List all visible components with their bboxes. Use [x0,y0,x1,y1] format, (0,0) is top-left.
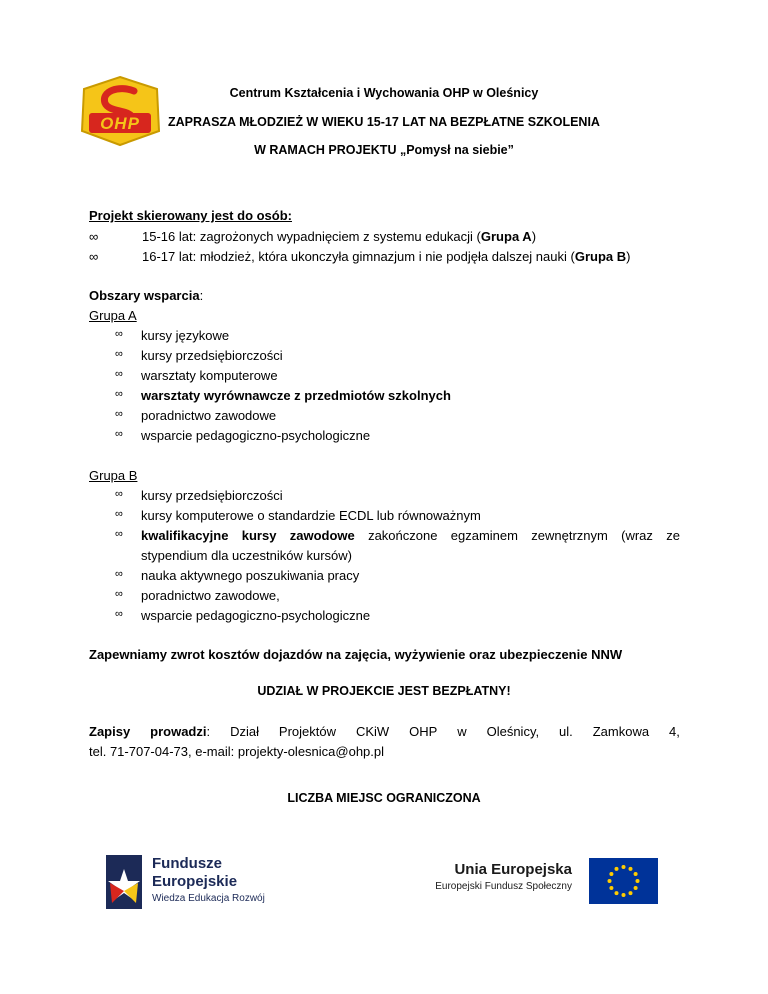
word: zakończone [368,528,438,543]
bullet-icon: ∞ [115,608,123,620]
fe-tagline: Wiedza Edukacja Rozwój [152,893,265,904]
header-invitation: ZAPRASZA MŁODZIEŻ W WIEKU 15-17 LAT NA BEZPŁATNE SZKOLENIA [168,115,600,129]
group-a-item-text: warsztaty komputerowe [141,368,278,383]
word: 4, [669,724,680,739]
group-a-label: Grupa A [89,308,137,323]
support-heading [89,288,203,303]
enrollment-line [89,724,680,739]
bullet-icon: ∞ [115,408,123,420]
group-a-item-text: wsparcie pedagogiczno-psychologiczne [141,428,371,443]
group-b-item [115,528,680,546]
word: kwalifikacyjne [141,528,229,543]
group-b-item-continuation: stypendium dla uczestników kursów) [141,548,352,563]
word: ul. [559,724,573,739]
target-item-close: ) [531,229,537,244]
bullet-icon: ∞ [89,229,99,244]
bullet-icon: ∞ [115,388,123,400]
group-b-item-text: wsparcie pedagogiczno-psychologiczne [141,608,371,623]
word: prowadzi [150,724,207,739]
word: OHP [409,724,438,739]
word: CKiW [355,724,390,739]
word: Zapisy [89,724,131,739]
eu-flag-icon [589,858,658,904]
bullet-icon: ∞ [115,508,123,520]
word: ze [666,528,680,543]
fundusze-europejskie-logo [104,853,284,911]
group-b-item-text: poradnictwo zawodowe, [141,588,280,603]
reimbursement-notice: Zapewniamy zwrot kosztów dojazdów na zajęcia, wyżywienie oraz ubezpieczenie NNW [89,647,623,662]
group-b-item-text: kursy komputerowe o standardzie ECDL lub równoważnym [141,508,481,523]
bullet-icon: ∞ [89,249,99,264]
word: Zamkowa [592,724,650,739]
word: egzaminem [450,528,518,543]
group-b-item-text: nauka aktywnego poszukiwania pracy [141,568,360,583]
word: (wraz [621,528,653,543]
group-a-item-text: poradnictwo zawodowe [141,408,277,423]
eu-logo-text [430,861,572,892]
word: Oleśnicy, [486,724,540,739]
word: zawodowe [289,528,355,543]
support-heading-colon: : [199,288,204,303]
word: w [457,724,467,739]
header-institution: Centrum Kształcenia i Wychowania OHP w Oleśnicy [229,86,539,100]
fe-title-line1: Fundusze [152,855,222,872]
target-item-close: ) [626,249,631,264]
eu-subtitle: Europejski Fundusz Społeczny [435,881,572,892]
eu-flag [589,858,658,904]
target-item-text: 16-17 lat: młodzież, która ukonczyła gimnazjum i nie podjęła dalszej nauki ( [142,249,575,264]
target-heading: Projekt skierowany jest do osób: [89,208,292,223]
group-a-item-text: warsztaty wyrównawcze z przedmiotów szkolnych [141,388,451,403]
fe-star-icon [104,853,144,911]
contact-info: tel. 71-707-04-73, e-mail: projekty-olesnica@ohp.pl [89,744,385,759]
limited-places: LICZBA MIEJSC OGRANICZONA [287,791,481,805]
fe-title-line2: Europejskie [152,873,238,890]
group-b-item-justified [141,528,680,543]
word: kursy [241,528,277,543]
target-item-text: 15-16 lat: zagrożonych wypadnięciem z systemu edukacji ( [142,229,481,244]
support-heading-text: Obszary wsparcia [89,288,200,303]
group-b-label: Grupa B [89,468,138,483]
header-project: W RAMACH PROJEKTU „Pomysł na siebie” [254,143,514,157]
free-participation: UDZIAŁ W PROJEKCIE JEST BEZPŁATNY! [257,684,511,698]
bullet-icon: ∞ [115,368,123,380]
word: Dział [230,724,259,739]
group-b-item-text: kursy przedsiębiorczości [141,488,283,503]
target-item-group: Grupa B [574,249,627,264]
word: : [206,724,211,739]
bullet-icon: ∞ [115,568,123,580]
eu-title: Unia Europejska [454,861,572,878]
bullet-icon: ∞ [115,528,123,540]
ohp-logo-text: OHP [100,114,140,133]
target-item-group: Grupa A [480,229,532,244]
group-a-item-text: kursy przedsiębiorczości [141,348,283,363]
group-a-item-text: kursy językowe [141,328,230,343]
bullet-icon: ∞ [115,328,123,340]
bullet-icon: ∞ [115,488,123,500]
word: zewnętrznym [531,528,608,543]
bullet-icon: ∞ [115,348,123,360]
bullet-icon: ∞ [115,588,123,600]
bullet-icon: ∞ [115,428,123,440]
word: Projektów [278,724,336,739]
